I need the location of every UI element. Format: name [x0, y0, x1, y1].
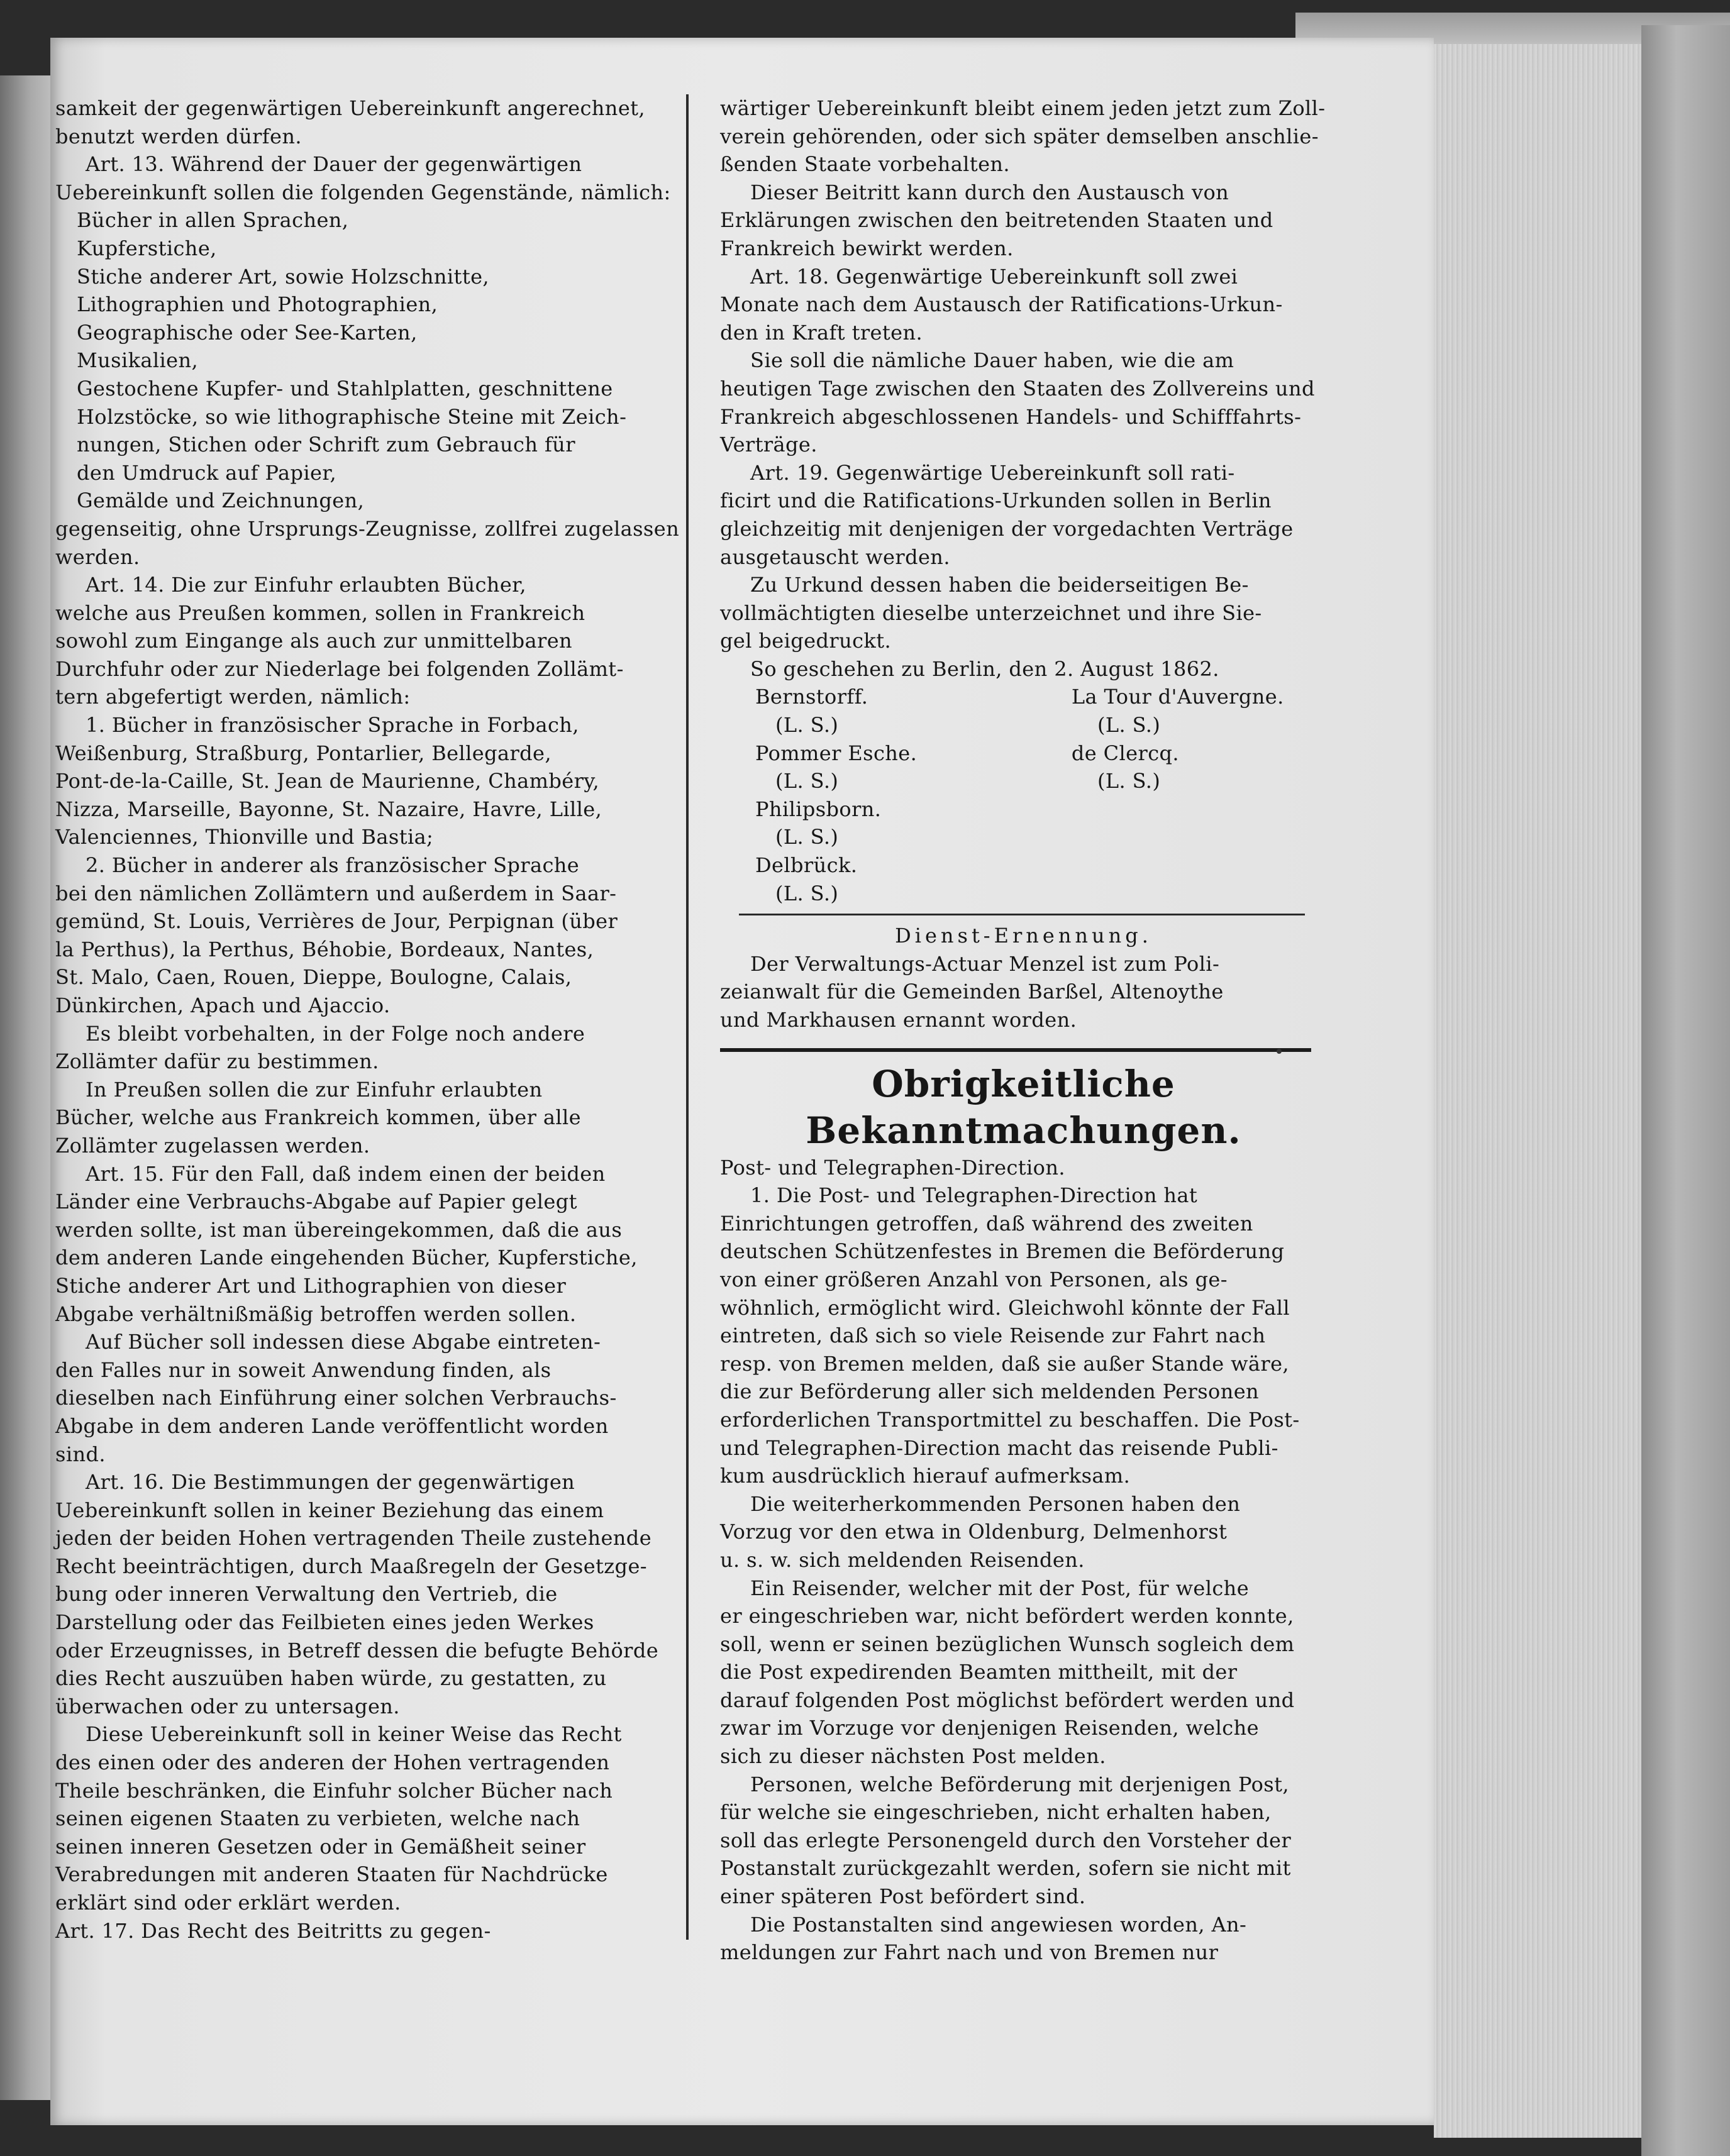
page-stack-edge — [1434, 44, 1641, 2138]
text-line: Durchfuhr oder zur Niederlage bei folgenden Zollämt- — [55, 656, 624, 681]
signature-row — [720, 711, 1327, 739]
text-line: u. s. w. sich meldenden Reisenden. — [720, 1547, 1085, 1572]
text-line: überwachen oder zu untersagen. — [55, 1694, 400, 1718]
text-line: wöhnlich, ermöglicht wird. Gleichwohl könnte der Fall — [720, 1295, 1290, 1320]
text-line: Gemälde und Zeichnungen, — [77, 489, 365, 513]
text-line: einer späteren Post befördert sind. — [720, 1884, 1086, 1909]
text-line: Recht beeinträchtigen, durch Maaßregeln der Gesetzge- — [55, 1554, 647, 1578]
text-line: oder Erzeugnisses, in Betreff dessen die befugte Behörde — [55, 1638, 659, 1662]
text-line: Art. 15. Für den Fall, daß indem einen der beiden — [86, 1161, 606, 1186]
text-line: er eingeschrieben war, nicht befördert werden konnte, — [720, 1604, 1294, 1628]
signature-row — [720, 767, 1327, 795]
signature-left: (L. S.) — [775, 825, 839, 849]
text-line: Monate nach dem Austausch der Ratifications-Urkun- — [720, 292, 1283, 317]
text-line: des einen oder des anderen der Hohen vertragenden — [55, 1750, 610, 1775]
text-line: bei den nämlichen Zollämtern und außerdem in Saar- — [55, 881, 617, 905]
text-line: Geographische oder See-Karten, — [77, 320, 418, 345]
text-line: verein gehörenden, oder sich später demselben anschlie- — [720, 124, 1319, 148]
text-line: den Umdruck auf Papier, — [77, 460, 337, 485]
text-line: Musikalien, — [77, 348, 199, 373]
text-line: Frankreich abgeschlossenen Handels- und Schifffahrts- — [720, 404, 1302, 429]
text-line: Der Verwaltungs-Actuar Menzel ist zum Poli- — [750, 951, 1220, 976]
text-line: la Perthus), la Perthus, Béhobie, Bordeaux, Nantes, — [55, 937, 594, 961]
text-line: den Falles nur in soweit Anwendung finden, als — [55, 1357, 552, 1382]
text-line: dies Recht auszuüben haben würde, zu gestatten, zu — [55, 1666, 607, 1691]
right-column — [720, 94, 1327, 1967]
signature-left: Bernstorff. — [755, 685, 868, 709]
text-line: Dünkirchen, Apach und Ajaccio. — [55, 993, 391, 1017]
text-line: bung oder inneren Verwaltung den Vertrieb, die — [55, 1582, 558, 1606]
text-line: Uebereinkunft sollen in keiner Beziehung das einem — [55, 1498, 604, 1522]
text-line: welche aus Preußen kommen, sollen in Frankreich — [55, 600, 585, 625]
text-line: Postanstalt zurückgezahlt werden, sofern sie nicht mit — [720, 1856, 1291, 1881]
text-line: Bücher, welche aus Frankreich kommen, über alle — [55, 1105, 581, 1130]
treaty-conclusion — [720, 94, 1327, 683]
text-line: wärtiger Uebereinkunft bleibt einem jeden jetzt zum Zoll- — [720, 96, 1326, 120]
text-line: Zollämter zugelassen werden. — [55, 1133, 370, 1158]
text-line: und Markhausen ernannt worden. — [720, 1008, 1077, 1032]
text-line: heutigen Tage zwischen den Staaten des Zollvereins und — [720, 376, 1315, 401]
signature-row — [720, 739, 1327, 768]
text-line: seinen inneren Gesetzen oder in Gemäßheit seiner — [55, 1834, 586, 1859]
text-line: ficirt und die Ratifications-Urkunden sollen in Berlin — [720, 489, 1272, 513]
text-line: Dieser Beitritt kann durch den Austausch von — [750, 180, 1229, 204]
notices-subtitle: Post- und Telegraphen-Direction. — [720, 1155, 1065, 1180]
signature-row — [720, 823, 1327, 851]
text-line: Die Postanstalten sind angewiesen worden, An- — [750, 1912, 1247, 1937]
text-line: Abgabe verhältnißmäßig betroffen werden sollen. — [55, 1302, 577, 1326]
text-line: erklärt sind oder erklärt werden. — [55, 1891, 401, 1915]
left-page-edge — [0, 75, 50, 2100]
signature-left: (L. S.) — [775, 881, 839, 905]
text-line: resp. von Bremen melden, daß sie außer Stande wäre, — [720, 1351, 1289, 1376]
signature-left: Pommer Esche. — [755, 741, 918, 765]
text-line: Personen, welche Beförderung mit derjenigen Post, — [750, 1772, 1289, 1796]
text-line: Ein Reisender, welcher mit der Post, für welche — [750, 1576, 1250, 1600]
signature-right — [1080, 880, 1327, 908]
text-line: Zu Urkund dessen haben die beiderseitigen Be- — [750, 573, 1249, 597]
text-line: benutzt werden dürfen. — [55, 124, 302, 148]
text-line: Art. 17. Das Recht des Beitritts zu gegen- — [55, 1918, 491, 1943]
text-line: seinen eigenen Staaten zu verbieten, welche nach — [55, 1806, 580, 1831]
text-line: 1. Die Post- und Telegraphen-Direction hat — [750, 1183, 1198, 1208]
text-line: und Telegraphen-Direction macht das reisende Publi- — [720, 1435, 1278, 1460]
signature-left: (L. S.) — [775, 713, 839, 738]
signature-right — [1072, 795, 1327, 824]
text-line: Erklärungen zwischen den beitretenden Staaten und — [720, 208, 1273, 233]
signature-right: (L. S.) — [1097, 769, 1161, 793]
text-line: Stiche anderer Art und Lithographien von dieser — [55, 1273, 567, 1298]
text-line: Stiche anderer Art, sowie Holzschnitte, — [77, 264, 489, 289]
signature-left: Delbrück. — [755, 853, 858, 878]
ornament-dot — [1277, 1049, 1282, 1054]
text-line: sich zu dieser nächsten Post melden. — [720, 1744, 1106, 1769]
signature-row — [720, 880, 1327, 908]
text-line: Gestochene Kupfer- und Stahlplatten, geschnittene — [77, 376, 613, 401]
signature-left: (L. S.) — [775, 769, 839, 793]
text-line: darauf folgenden Post möglichst befördert werden und — [720, 1688, 1295, 1712]
text-line: Sie soll die nämliche Dauer haben, wie die am — [750, 348, 1234, 373]
text-line: gegenseitig, ohne Ursprungs-Zeugnisse, zollfrei zugelassen — [55, 516, 680, 541]
text-line: Es bleibt vorbehalten, in der Folge noch andere — [86, 1021, 585, 1046]
text-line: nungen, Stichen oder Schrift zum Gebrauch für — [77, 433, 575, 457]
text-line: jeden der beiden Hohen vertragenden Theile zustehende — [55, 1526, 652, 1551]
text-line: den in Kraft treten. — [720, 320, 923, 345]
section-rule — [720, 1048, 1311, 1052]
text-line: Verabredungen mit anderen Staaten für Nachdrücke — [55, 1862, 608, 1887]
text-line: von einer größeren Anzahl von Personen, als ge- — [720, 1267, 1228, 1291]
text-line: 2. Bücher in anderer als französischer Sprache — [86, 853, 580, 878]
text-line: Valenciennes, Thionville und Bastia; — [55, 825, 434, 849]
text-line: Art. 14. Die zur Einfuhr erlaubten Bücher, — [86, 573, 526, 597]
text-line: Kupferstiche, — [77, 236, 217, 260]
text-line: Vorzug vor den etwa in Oldenburg, Delmenhorst — [720, 1520, 1228, 1544]
text-line: für welche sie eingeschrieben, nicht erhalten haben, — [720, 1800, 1272, 1825]
text-line: Nizza, Marseille, Bayonne, St. Nazaire, Havre, Lille, — [55, 797, 602, 821]
signature-row — [720, 795, 1327, 824]
signature-left: Philipsborn. — [755, 797, 882, 821]
text-line: Darstellung oder das Feilbieten eines jeden Werkes — [55, 1610, 594, 1635]
text-line: ausgetauscht werden. — [720, 545, 950, 569]
text-line: tern abgefertigt werden, nämlich: — [55, 685, 411, 709]
signatures — [720, 683, 1327, 907]
text-line: werden. — [55, 545, 140, 569]
text-line: Verträge. — [720, 433, 818, 457]
text-line: werden sollte, ist man übereingekommen, daß die aus — [55, 1217, 623, 1242]
text-line: erforderlichen Transportmittel zu beschaffen. Die Post- — [720, 1407, 1300, 1432]
text-line: 1. Bücher in französischer Sprache in Forbach, — [86, 713, 579, 738]
text-line: Lithographien und Photographien, — [77, 292, 438, 317]
text-line: ßenden Staate vorbehalten. — [720, 152, 1010, 177]
text-line: zwar im Vorzuge vor denjenigen Reisenden, welche — [720, 1716, 1259, 1740]
text-line: Pont-de-la-Caille, St. Jean de Maurienne, Chambéry, — [55, 769, 600, 793]
text-line: Art. 19. Gegenwärtige Uebereinkunft soll rati- — [750, 460, 1235, 485]
text-line: kum ausdrücklich hierauf aufmerksam. — [720, 1464, 1131, 1488]
text-line: dem anderen Lande eingehenden Bücher, Kupferstiche, — [55, 1246, 638, 1270]
text-line: sind. — [55, 1442, 106, 1466]
appointment-heading: Dienst-Ernennung. — [895, 924, 1152, 948]
text-line: Diese Uebereinkunft soll in keiner Weise das Recht — [86, 1722, 622, 1747]
text-line: St. Malo, Caen, Rouen, Dieppe, Boulogne, Calais, — [55, 965, 572, 990]
text-line: Weißenburg, Straßburg, Pontarlier, Bellegarde, — [55, 741, 552, 765]
text-line: die Post expedirenden Beamten mittheilt, mit der — [720, 1660, 1238, 1684]
text-line: gel beigedruckt. — [720, 629, 892, 653]
text-line: Auf Bücher soll indessen diese Abgabe eintreten- — [86, 1330, 601, 1354]
divider-rule — [739, 914, 1305, 915]
text-line: Art. 18. Gegenwärtige Uebereinkunft soll zwei — [750, 264, 1238, 289]
appointment-text — [720, 950, 1327, 1034]
signature-row — [720, 683, 1327, 711]
text-line: Theile beschränken, die Einfuhr solcher Bücher nach — [55, 1778, 613, 1803]
text-line: meldungen zur Fahrt nach und von Bremen nur — [720, 1940, 1219, 1965]
text-line: soll das erlegte Personengeld durch den Vorsteher der — [720, 1828, 1292, 1852]
text-line: In Preußen sollen die zur Einfuhr erlaubten — [86, 1077, 543, 1102]
signature-right: de Clercq. — [1071, 741, 1179, 765]
text-line: gleichzeitig mit denjenigen der vorgedachten Verträge — [720, 516, 1294, 541]
signature-right: La Tour d'Auvergne. — [1071, 685, 1284, 709]
text-line: Art. 16. Die Bestimmungen der gegenwärtigen — [86, 1470, 575, 1495]
text-line: So geschehen zu Berlin, den 2. August 1862. — [750, 656, 1219, 681]
text-line: sowohl zum Eingange als auch zur unmittelbaren — [55, 629, 573, 653]
text-line: Art. 13. Während der Dauer der gegenwärtigen — [86, 152, 582, 177]
signature-right — [1080, 823, 1327, 851]
left-column — [55, 94, 680, 1945]
text-line: Länder eine Verbrauchs-Abgabe auf Papier gelegt — [55, 1190, 577, 1214]
text-line: zeianwalt für die Gemeinden Barßel, Altenoythe — [720, 980, 1224, 1004]
column-divider — [686, 94, 689, 1940]
notices-title: Obrigkeitliche Bekanntmachungen. — [806, 1062, 1241, 1152]
text-line: Die weiterherkommenden Personen haben den — [750, 1491, 1241, 1516]
text-line: Holzstöcke, so wie lithographische Steine mit Zeich- — [77, 404, 627, 429]
text-line: dieselben nach Einführung einer solchen Verbrauchs- — [55, 1386, 617, 1410]
text-line: gemünd, St. Louis, Verrières de Jour, Perpignan (über — [55, 909, 618, 934]
text-line: die zur Beförderung aller sich meldenden Personen — [720, 1379, 1260, 1404]
text-line: samkeit der gegenwärtigen Uebereinkunft angerechnet, — [55, 96, 645, 120]
text-line: deutschen Schützenfestes in Bremen die Beförderung — [720, 1239, 1285, 1264]
signature-right: (L. S.) — [1097, 713, 1161, 738]
text-line: vollmächtigten dieselbe unterzeichnet und ihre Sie- — [720, 600, 1262, 625]
text-line: soll, wenn er seinen bezüglichen Wunsch sogleich dem — [720, 1632, 1295, 1656]
text-line: Abgabe in dem anderen Lande veröffentlicht worden — [55, 1413, 609, 1438]
signature-right — [1072, 851, 1327, 880]
text-line: Einrichtungen getroffen, daß während des zweiten — [720, 1211, 1253, 1236]
text-line: Bücher in allen Sprachen, — [77, 208, 349, 233]
text-line: Uebereinkunft sollen die folgenden Gegenstände, nämlich: — [55, 180, 671, 204]
text-line: Frankreich bewirkt werden. — [720, 236, 1014, 260]
cover-right-edge — [1641, 25, 1730, 2156]
text-line: eintreten, daß sich so viele Reisende zur Fahrt nach — [720, 1324, 1266, 1348]
notices-text — [720, 1181, 1327, 1967]
text-line: Zollämter dafür zu bestimmen. — [55, 1049, 379, 1074]
signature-row — [720, 851, 1327, 880]
